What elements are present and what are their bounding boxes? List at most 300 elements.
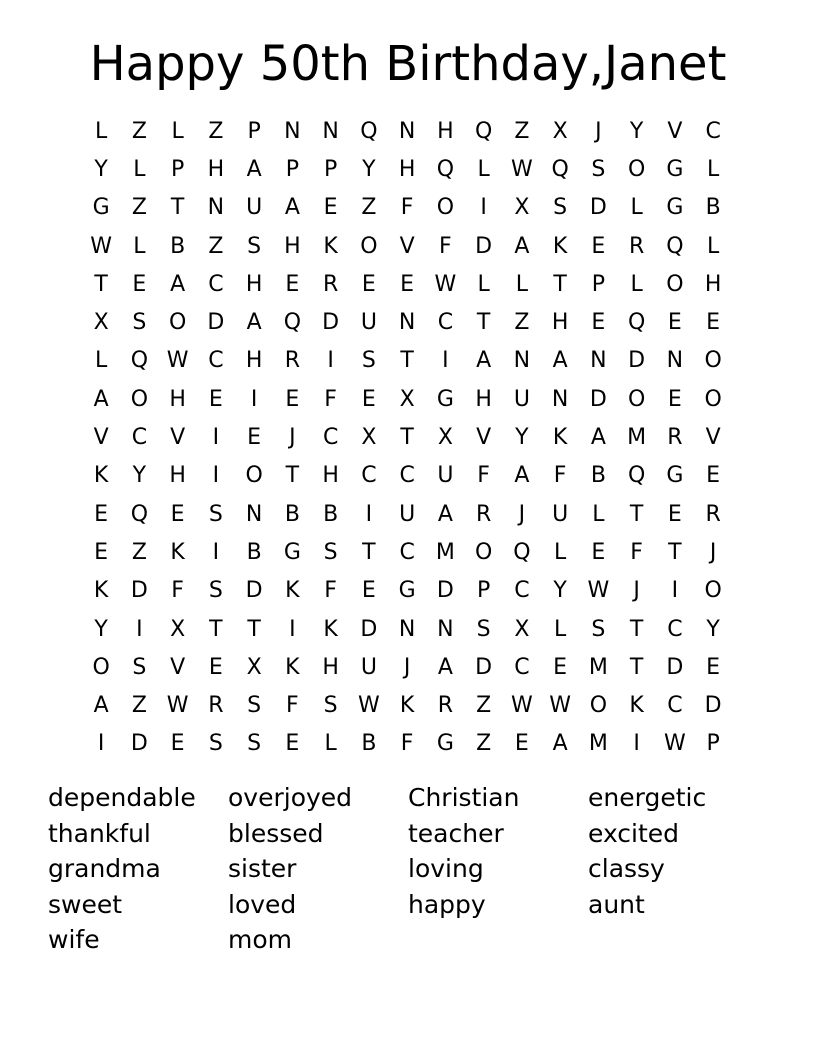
grid-letter: E (132, 271, 147, 297)
grid-letter: D (130, 731, 148, 757)
grid-letter: L (94, 118, 108, 144)
grid-letter: Q (474, 118, 493, 144)
grid-letter: K (552, 425, 568, 451)
grid-letter: V (170, 425, 186, 451)
grid-letter: X (514, 616, 530, 642)
grid-letter: H (437, 118, 454, 144)
grid-letter: E (361, 386, 376, 412)
grid-letter: D (436, 578, 454, 604)
grid-letter: A (590, 425, 606, 451)
grid-letter: Q (513, 539, 531, 565)
grid-letter: H (245, 348, 263, 374)
grid-letter: E (553, 654, 568, 680)
grid-letter: V (93, 425, 109, 451)
grid-letter: E (361, 271, 376, 297)
grid-letter: T (362, 539, 376, 565)
grid-letter: S (323, 539, 338, 565)
grid-letter: L (706, 233, 720, 259)
grid-letter: Z (361, 195, 377, 221)
grid-letter: C (437, 310, 454, 336)
grid-letter: L (477, 271, 490, 297)
grid-letter: G (92, 195, 110, 221)
grid-letter: W (166, 693, 189, 719)
grid-letter: I (212, 425, 220, 451)
grid-letter: N (398, 310, 416, 336)
grid-letter: L (553, 539, 567, 565)
grid-letter: L (592, 501, 605, 527)
word-list-item: overjoyed (228, 783, 353, 812)
grid-letter: Q (666, 233, 684, 259)
grid-letter: M (627, 425, 647, 451)
grid-letter: E (323, 195, 338, 221)
grid-letter: A (93, 693, 109, 719)
grid-letter: I (97, 731, 105, 757)
grid-letter: F (439, 233, 452, 259)
grid-letter: F (171, 578, 184, 604)
grid-letter: H (322, 463, 339, 489)
grid-letter: U (360, 310, 377, 336)
grid-letter: P (591, 271, 606, 297)
grid-letter: Z (208, 118, 224, 144)
grid-letter: G (398, 578, 416, 604)
grid-letter: W (587, 578, 610, 604)
grid-letter: O (666, 271, 684, 297)
grid-letter: G (436, 386, 454, 412)
grid-letter: K (399, 693, 415, 719)
grid-letter: T (476, 310, 491, 336)
grid-letter: I (671, 578, 679, 604)
grid-letter: X (170, 616, 186, 642)
grid-letter: J (518, 501, 526, 527)
grid-letter: O (436, 195, 455, 221)
grid-letter: L (133, 233, 146, 259)
grid-letter: R (628, 233, 645, 259)
grid-letter: Q (130, 348, 149, 374)
grid-letter: X (93, 310, 109, 336)
grid-letter: S (208, 578, 223, 604)
grid-letter: V (705, 425, 721, 451)
grid-letter: G (436, 731, 454, 757)
grid-letter: N (513, 348, 531, 374)
grid-letter: O (360, 233, 378, 259)
grid-letter: E (667, 386, 682, 412)
grid-letter: X (552, 118, 568, 144)
grid-letter: B (284, 501, 300, 527)
grid-letter: L (553, 616, 567, 642)
grid-letter: U (360, 654, 377, 680)
grid-letter: O (704, 386, 722, 412)
grid-letter: N (590, 348, 607, 374)
grid-letter: T (170, 195, 185, 221)
grid-letter: L (324, 731, 337, 757)
grid-letter: I (289, 616, 296, 642)
word-list-item: happy (408, 889, 486, 919)
word-list-item: energetic (588, 783, 707, 812)
grid-letter: N (398, 118, 416, 144)
grid-letter: C (514, 578, 530, 604)
grid-letter: R (208, 693, 224, 719)
grid-letter: M (588, 731, 608, 757)
grid-letter: C (667, 693, 683, 719)
grid-letter: D (704, 693, 722, 719)
grid-letter: F (400, 195, 414, 221)
grid-letter: V (667, 118, 683, 144)
grid-letter: K (93, 578, 109, 604)
word-list-item: loving (408, 854, 484, 883)
grid-letter: L (133, 156, 146, 182)
grid-letter: N (666, 348, 684, 374)
grid-letter: Z (476, 731, 492, 757)
grid-letter: T (285, 463, 300, 489)
grid-letter: R (705, 501, 721, 527)
grid-letter: C (399, 463, 415, 489)
grid-letter: R (437, 693, 454, 719)
grid-letter: Y (362, 156, 376, 182)
word-list-item: dependable (48, 783, 196, 812)
page-title: Happy 50th Birthday,Janet (89, 36, 727, 92)
grid-letter: K (629, 693, 644, 719)
grid-letter: E (591, 233, 606, 259)
grid-letter: S (247, 731, 262, 757)
grid-letter: D (589, 386, 607, 412)
grid-letter: F (324, 578, 337, 604)
grid-letter: W (166, 348, 189, 374)
word-list-item: blessed (228, 818, 324, 848)
grid-letter: T (400, 425, 414, 451)
word-list-item: Christian (408, 783, 520, 812)
grid-letter: H (169, 463, 186, 489)
grid-letter: E (285, 271, 300, 297)
grid-letter: R (284, 348, 301, 374)
grid-letter: A (246, 156, 262, 182)
grid-letter: U (513, 386, 530, 412)
word-list-item: grandma (48, 854, 161, 883)
grid-letter: O (130, 386, 149, 412)
grid-letter: B (170, 233, 186, 259)
grid-letter: S (361, 348, 376, 374)
grid-letter: D (589, 195, 607, 221)
grid-letter: J (595, 118, 602, 144)
grid-letter: E (706, 310, 721, 336)
grid-letter: P (706, 731, 720, 757)
grid-letter: X (399, 386, 415, 412)
grid-letter: C (208, 271, 224, 297)
grid-letter: C (208, 348, 224, 374)
grid-letter: E (94, 539, 109, 565)
grid-letter: T (629, 501, 644, 527)
grid-letter: N (437, 616, 454, 642)
grid-letter: E (170, 731, 185, 757)
grid-letter: W (90, 233, 112, 259)
grid-letter: G (666, 156, 684, 182)
grid-letter: B (246, 539, 262, 565)
grid-letter: I (250, 386, 258, 412)
grid-letter: Z (131, 118, 147, 144)
word-list-item: sweet (48, 889, 123, 919)
grid-letter: Z (131, 195, 147, 221)
grid-letter: E (247, 425, 262, 451)
grid-letter: E (667, 310, 682, 336)
grid-letter: F (553, 463, 567, 489)
grid-letter: W (549, 693, 571, 719)
grid-letter: B (705, 195, 721, 221)
word-list-item: excited (588, 818, 680, 848)
grid-letter: H (322, 654, 339, 680)
word-list-item: classy (588, 854, 665, 883)
grid-letter: W (663, 731, 686, 757)
grid-letter: S (132, 310, 147, 336)
grid-letter: D (130, 578, 148, 604)
grid-letter: I (212, 463, 220, 489)
grid-letter: G (283, 539, 301, 565)
grid-letter: P (476, 578, 491, 604)
grid-letter: T (94, 271, 108, 297)
grid-letter: E (400, 271, 415, 297)
grid-letter: L (630, 195, 643, 221)
grid-letter: Z (514, 310, 530, 336)
grid-letter: F (477, 463, 490, 489)
grid-letter: X (514, 195, 530, 221)
grid-letter: X (246, 654, 262, 680)
grid-letter: S (553, 195, 568, 221)
grid-letter: E (514, 731, 529, 757)
grid-letter: F (286, 693, 299, 719)
grid-letter: Q (130, 501, 149, 527)
grid-letter: Q (360, 118, 378, 144)
grid-letter: E (170, 501, 185, 527)
grid-letter: E (591, 310, 606, 336)
grid-letter: D (245, 578, 263, 604)
grid-letter: B (361, 731, 377, 757)
grid-letter: J (403, 654, 411, 680)
grid-letter: F (630, 539, 643, 565)
grid-letter: F (324, 386, 337, 412)
grid-letter: H (169, 386, 186, 412)
grid-letter: M (435, 539, 455, 565)
grid-letter: A (552, 731, 568, 757)
grid-letter: P (285, 156, 300, 182)
grid-letter: W (434, 271, 457, 297)
grid-letter: U (246, 195, 263, 221)
grid-letter: N (245, 501, 263, 527)
grid-letter: O (168, 310, 187, 336)
grid-letter: T (668, 539, 682, 565)
grid-letter: K (170, 539, 185, 565)
grid-letter: U (552, 501, 569, 527)
grid-letter: H (284, 233, 301, 259)
grid-letter: B (323, 501, 339, 527)
grid-letter: P (323, 156, 338, 182)
word-list-item: aunt (588, 889, 645, 919)
grid-letter: Q (627, 310, 646, 336)
grid-letter: K (285, 654, 300, 680)
grid-letter: A (552, 348, 568, 374)
grid-letter: G (666, 463, 684, 489)
grid-letter: S (476, 616, 491, 642)
grid-letter: E (667, 501, 682, 527)
grid-letter: J (633, 578, 640, 604)
grid-letter: D (322, 310, 340, 336)
grid-letter: E (94, 501, 109, 527)
grid-letter: Q (551, 156, 569, 182)
grid-letter: R (475, 501, 492, 527)
grid-letter: U (399, 501, 416, 527)
grid-letter: S (591, 616, 606, 642)
grid-letter: W (510, 693, 533, 719)
grid-letter: N (322, 118, 339, 144)
grid-letter: A (437, 654, 453, 680)
grid-letter: I (633, 731, 640, 757)
grid-letter: C (131, 425, 148, 451)
grid-letter: N (398, 616, 416, 642)
letter-grid (82, 112, 732, 763)
grid-letter: V (476, 425, 492, 451)
grid-letter: N (207, 195, 225, 221)
word-list-item: loved (228, 889, 297, 919)
word-list-item: teacher (408, 818, 504, 848)
grid-letter: O (704, 348, 722, 374)
grid-letter: Q (436, 156, 455, 182)
grid-letter: S (132, 654, 147, 680)
grid-letter: A (246, 310, 262, 336)
grid-letter: N (551, 386, 569, 412)
grid-letter: K (323, 616, 338, 642)
grid-letter: C (361, 463, 377, 489)
grid-letter: E (706, 654, 721, 680)
grid-letter: T (400, 348, 414, 374)
grid-letter: E (706, 463, 721, 489)
grid-letter: L (706, 156, 720, 182)
grid-letter: C (322, 425, 339, 451)
grid-letter: X (361, 425, 377, 451)
grid-letter: Y (94, 156, 108, 182)
grid-letter: A (514, 233, 530, 259)
grid-letter: R (667, 425, 683, 451)
grid-letter: Q (627, 463, 646, 489)
grid-letter: E (285, 386, 300, 412)
grid-letter: V (399, 233, 415, 259)
grid-letter: H (704, 271, 722, 297)
grid-letter: L (171, 118, 184, 144)
grid-letter: H (475, 386, 492, 412)
grid-letter: C (399, 539, 415, 565)
grid-letter: A (437, 501, 453, 527)
grid-letter: J (709, 539, 717, 565)
grid-letter: T (209, 616, 223, 642)
grid-letter: W (510, 156, 533, 182)
grid-letter: D (666, 654, 684, 680)
grid-letter: O (627, 386, 646, 412)
grid-letter: M (588, 654, 608, 680)
grid-letter: H (551, 310, 569, 336)
grid-letter: I (365, 501, 373, 527)
word-list (48, 780, 768, 958)
grid-letter: I (136, 616, 143, 642)
grid-letter: K (323, 233, 338, 259)
grid-letter: D (475, 233, 493, 259)
grid-letter: E (208, 654, 223, 680)
grid-letter: H (207, 156, 225, 182)
grid-letter: T (247, 616, 261, 642)
grid-letter: N (284, 118, 301, 144)
word-list-item: wife (48, 925, 100, 954)
grid-letter: I (480, 195, 487, 221)
grid-letter: Z (476, 693, 492, 719)
grid-letter: O (92, 654, 110, 680)
grid-letter: E (361, 578, 376, 604)
grid-letter: A (284, 195, 300, 221)
grid-letter: Z (131, 539, 147, 565)
grid-letter: V (170, 654, 186, 680)
grid-letter: Q (283, 310, 302, 336)
grid-letter: Z (131, 693, 147, 719)
grid-letter: E (591, 539, 606, 565)
grid-letter: H (245, 271, 263, 297)
grid-letter: K (552, 233, 568, 259)
grid-letter: K (93, 463, 109, 489)
grid-letter: I (442, 348, 449, 374)
grid-letter: A (514, 463, 530, 489)
grid-letter: L (630, 271, 643, 297)
grid-letter: L (477, 156, 490, 182)
grid-letter: P (247, 118, 261, 144)
grid-letter: D (360, 616, 378, 642)
grid-letter: Z (514, 118, 530, 144)
grid-letter: C (667, 616, 683, 642)
grid-letter: C (705, 118, 721, 144)
grid-letter: D (628, 348, 646, 374)
grid-letter: T (629, 616, 644, 642)
grid-letter: X (437, 425, 453, 451)
grid-letter: O (627, 156, 646, 182)
word-list-item: thankful (48, 818, 151, 848)
grid-letter: W (357, 693, 380, 719)
grid-letter: S (208, 731, 223, 757)
grid-letter: J (289, 425, 296, 451)
grid-letter: O (245, 463, 263, 489)
grid-letter: S (591, 156, 606, 182)
grid-letter: Y (629, 118, 644, 144)
grid-letter: A (476, 348, 492, 374)
word-list-item: sister (228, 854, 297, 883)
grid-letter: Y (132, 463, 147, 489)
word-list-item: mom (228, 925, 293, 954)
grid-letter: H (398, 156, 416, 182)
grid-letter: Y (553, 578, 567, 604)
grid-letter: A (170, 271, 186, 297)
grid-letter: G (666, 195, 684, 221)
grid-letter: I (327, 348, 334, 374)
grid-letter: O (704, 578, 722, 604)
grid-letter: K (285, 578, 300, 604)
grid-letter: F (400, 731, 414, 757)
grid-letter: O (589, 693, 608, 719)
grid-letter: E (208, 386, 223, 412)
grid-letter: I (212, 539, 220, 565)
grid-letter: C (514, 654, 530, 680)
grid-letter: O (474, 539, 493, 565)
grid-letter: T (553, 271, 567, 297)
grid-letter: D (475, 654, 493, 680)
grid-letter: S (323, 693, 338, 719)
grid-letter: E (285, 731, 300, 757)
grid-letter: Y (706, 616, 720, 642)
grid-letter: L (515, 271, 528, 297)
grid-letter: D (207, 310, 225, 336)
grid-letter: T (629, 654, 644, 680)
grid-letter: S (247, 693, 262, 719)
grid-letter: B (590, 463, 606, 489)
